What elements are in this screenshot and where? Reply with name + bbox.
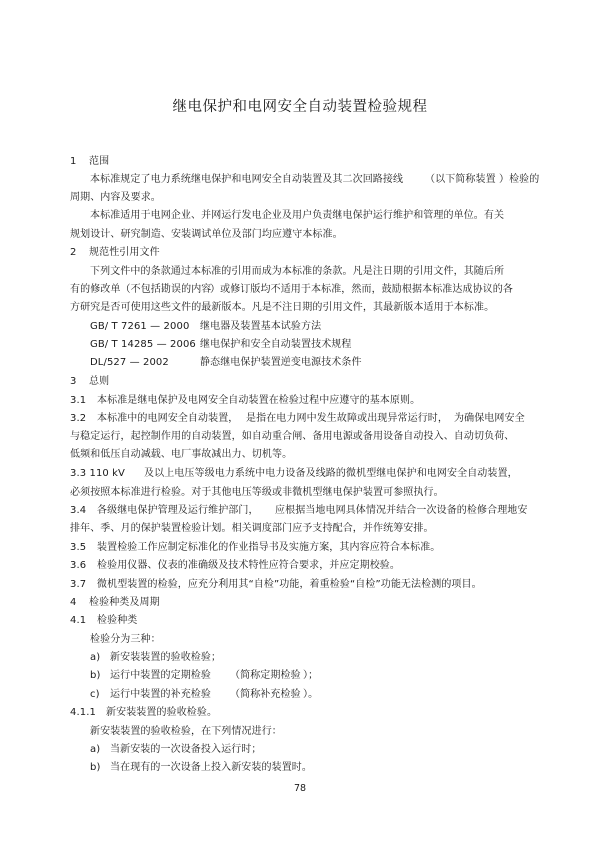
text-segment: DL/527 — 2002 bbox=[90, 357, 169, 368]
text-segment: GB/ T 7261 — 2000 bbox=[90, 321, 190, 332]
text-segment: 本标准规定了电力系统继电保护和电网安全自动装置及其二次回路接线 bbox=[90, 174, 404, 185]
text-segment: 检验用仪器、仪表的准确级及技术特性应符合要求，并应定期校验。 bbox=[97, 560, 400, 571]
text-segment: 新安装装置的验收检验。 bbox=[106, 707, 218, 718]
text-segment: 排年、季、月的保护装置检验计划。相关调度部门应予支持配合，并作统筹安排。 bbox=[70, 523, 434, 534]
text-segment: a) bbox=[90, 652, 101, 663]
text-segment: ）或修订版均不适用于本标准，然而，鼓励根据本标准达成协议的各 bbox=[210, 284, 513, 295]
text-segment: ）。 bbox=[303, 689, 319, 700]
text-segment: GB/ T 14285 — 2006 bbox=[90, 339, 196, 350]
text-segment: 3.6 bbox=[70, 560, 87, 571]
text-segment: 3.7 bbox=[70, 579, 87, 590]
text-segment: 3.2 bbox=[70, 413, 87, 424]
text-segment: 运行中装置的补充检验 bbox=[110, 689, 211, 700]
text-segment: 与稳定运行，起控制作用的自动装置，如自动重合闸、备用电源或备用设备自动投入、自动切负荷、 bbox=[70, 431, 515, 442]
document-title: 继电保护和电网安全自动装置检验规程 bbox=[172, 99, 428, 115]
text-segment: 4 bbox=[70, 597, 77, 608]
text-segment: 本标准中的电网安全自动装置， bbox=[97, 413, 239, 424]
text-segment: 4.1.1 bbox=[70, 707, 96, 718]
text-segment: 方研究是否可使用这些文件的最新版本。凡是不注日期的引用文件，其最新版本适用于本标准。 bbox=[70, 302, 495, 313]
text-segment: 继电保护和安全自动装置技术规程 bbox=[200, 339, 352, 350]
text-segment: 静态继电保护装置逆变电源技术条件 bbox=[200, 357, 362, 368]
text-segment: 本标准是继电保护及电网安全自动装置在检验过程中应遵守的基本原则。 bbox=[97, 395, 421, 406]
text-segment: 各级继电保护管理及运行维护部门， bbox=[97, 505, 259, 516]
text-segment: 3.4 bbox=[70, 505, 87, 516]
text-segment: 是指在电力网中发生故障或出现异常运行时， bbox=[246, 413, 448, 424]
text-segment: 当新安装的一次设备投入运行时； bbox=[110, 744, 262, 755]
text-segment: 装置检验工作应制定标准化的作业指导书及实施方案，其内容应符合本标准。 bbox=[97, 542, 441, 553]
page-number: 78 bbox=[293, 783, 307, 794]
text-segment: 规范性引用文件 bbox=[89, 247, 160, 258]
text-segment: 下列文件中的条款通过本标准的引用而成为本标准的条款。凡是注日期的引用文件，其随后所 bbox=[90, 266, 505, 277]
text-segment: 3.3 110 kV bbox=[70, 468, 125, 479]
text-segment: a) bbox=[90, 744, 101, 755]
text-segment: 新安装装置的验收检验，在下列情况进行： bbox=[90, 726, 282, 737]
text-segment: ）； bbox=[303, 670, 319, 681]
text-segment: 必须按照本标准进行检验。对于其他电压等级或非微机型继电保护装置可参照执行。 bbox=[70, 487, 444, 498]
text-segment: 总则 bbox=[89, 376, 110, 387]
text-segment: （简称定期检验 bbox=[230, 670, 301, 681]
text-segment: 3 bbox=[70, 376, 77, 387]
text-segment: 1 bbox=[70, 156, 77, 167]
text-segment: 检验种类 bbox=[97, 615, 138, 626]
text-segment: 为确保电网安全 bbox=[454, 413, 525, 424]
text-segment: 规划设计、研究制造、安装调试单位及部门均应遵守本标准。 bbox=[70, 229, 343, 240]
text-segment: 4.1 bbox=[70, 615, 87, 626]
text-segment: 检验分为三种： bbox=[90, 634, 161, 645]
text-segment: 当在现有的一次设备上投入新安装的装置时。 bbox=[110, 762, 312, 773]
text-segment: c) bbox=[90, 689, 100, 700]
text-segment: b) bbox=[90, 762, 101, 773]
text-segment: 应根据当地电网具体情况并结合一次设备的检修合理地安 bbox=[275, 505, 528, 516]
text-segment: 新安装装置的验收检验； bbox=[110, 652, 222, 663]
text-segment: 继电器及装置基本试验方法 bbox=[200, 321, 322, 332]
text-segment: 3.5 bbox=[70, 542, 87, 553]
text-segment: 运行中装置的定期检验 bbox=[110, 670, 211, 681]
text-segment: 3.1 bbox=[70, 395, 87, 406]
text-segment: 及以上电压等级电力系统中电力设备及线路的微机型继电保护和电网安全自动装置， bbox=[144, 468, 518, 479]
text-segment: b) bbox=[90, 670, 101, 681]
text-segment: 低频和低压自动减载、电厂事故减出力、切机等。 bbox=[70, 449, 293, 460]
text-segment: 周期、内容及要求。 bbox=[70, 192, 161, 203]
text-segment: 范围 bbox=[89, 156, 110, 167]
text-segment: 检验种类及周期 bbox=[89, 597, 160, 608]
text-segment: 微机型装置的检验，应充分利用其“自检”功能，着重检验“自检”功能无法检测的项目。 bbox=[97, 579, 482, 590]
text-segment: （简称补充检验 bbox=[230, 689, 301, 700]
text-segment: 有的修改单（不包括勘误的内容 bbox=[70, 284, 212, 295]
text-segment: 本标准适用于电网企业、并网运行发电企业及用户负责继电保护运行维护和管理的单位。有关 bbox=[90, 210, 505, 221]
text-segment: 2 bbox=[70, 247, 77, 258]
text-segment: （以下简称装置 ）检验的 bbox=[425, 174, 540, 185]
